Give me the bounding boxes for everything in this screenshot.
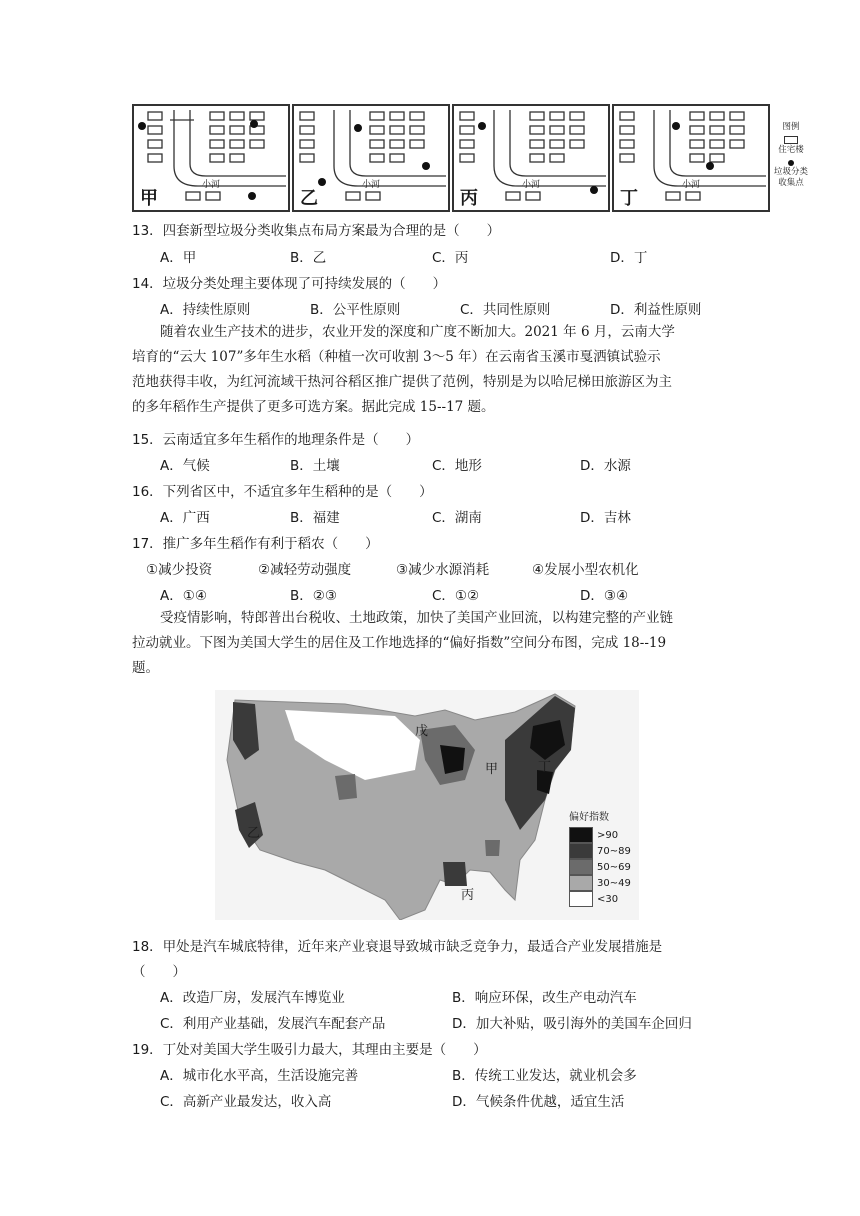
map-label-yi: 乙 [247,826,261,841]
river-label-yi: 小河 [362,180,381,190]
usa-preference-map [215,690,639,920]
map-legend-label: 30~49 [597,877,631,889]
legend-point-label: 垃圾分类收集点 [773,167,808,188]
q18-stem-tail: （ ） [132,964,186,980]
q17-opt-b[interactable]: B．②③ [290,588,337,604]
passage-rice-line: 培育的“云大 107”多年生水稻（种植一次可收割 3～5 年）在云南省玉溪市戛洒镇试验示 [132,349,661,365]
map-legend-label: 50~69 [597,861,631,873]
q17-item-1: ①减少投资 [146,562,213,578]
figure-legend [770,104,812,214]
legend-house-icon [784,136,798,144]
map-legend-swatch [569,875,593,891]
map-legend-swatch [569,843,593,859]
passage-rice-line: 的多年稻作生产提供了更多可选方案。据此完成 15--17 题。 [132,399,495,415]
passage-usa-line: 题。 [132,660,159,676]
q16-opt-b[interactable]: B．福建 [290,510,340,526]
q17-item-2: ②减轻劳动强度 [258,562,352,578]
map-legend-rows [569,827,639,907]
q13-opt-b[interactable]: B．乙 [290,250,327,266]
q14-opt-a[interactable]: A．持续性原则 [160,302,251,318]
passage-rice-line: 范地获得丰收，为红河流域干热河谷稻区推广提供了范例，特别是为以哈尼梯田旅游区为主 [132,374,672,390]
map-legend-title: 偏好指数 [569,812,609,823]
map-legend [569,808,639,907]
q18-opt-d[interactable]: D．加大补贴，吸引海外的美国车企回归 [452,1016,692,1032]
q15-opt-a[interactable]: A．气候 [160,458,210,474]
q17-opt-c[interactable]: C．①② [432,588,480,604]
map-label-ding: 丁 [538,760,552,775]
layout-figure [132,104,812,214]
q18-opt-b[interactable]: B．响应环保，改生产电动汽车 [452,990,637,1006]
map-legend-swatch [569,891,593,907]
map-legend-label: <30 [597,893,619,905]
q17-opt-a[interactable]: A．①④ [160,588,207,604]
q17-item-4: ④发展小型农机化 [532,562,639,578]
q19-stem: 19．丁处对美国大学生吸引力最大，其理由主要是（ ） [132,1042,487,1058]
q13-opt-a[interactable]: A．甲 [160,250,197,266]
passage-usa-line: 受疫情影响，特郎普出台税收、土地政策，加快了美国产业回流，以构建完整的产业链 [160,610,673,626]
map-legend-swatch [569,827,593,843]
map-legend-row [569,859,639,875]
q15-opt-b[interactable]: B．土壤 [290,458,340,474]
q14-opt-d[interactable]: D．利益性原则 [610,302,702,318]
q18-opt-c[interactable]: C．利用产业基础，发展汽车配套产品 [160,1016,386,1032]
river-label-jia: 小河 [202,180,221,190]
q16-opt-d[interactable]: D．吉林 [580,510,631,526]
q18-stem: 18．甲处是汽车城底特律，近年来产业衰退导致城市缺乏竞争力，最适合产业发展措施是 [132,939,663,955]
q14-opt-b[interactable]: B．公平性原则 [310,302,401,318]
river-label-ding: 小河 [682,180,701,190]
q19-opt-d[interactable]: D．气候条件优越，适宜生活 [452,1094,625,1110]
q19-opt-a[interactable]: A．城市化水平高，生活设施完善 [160,1068,359,1084]
q17-opt-d[interactable]: D．③④ [580,588,629,604]
q17-stem: 17．推广多年生稻作有利于稻农（ ） [132,536,379,552]
map-label-wu: 戊 [415,724,429,739]
legend-house-label: 住宅楼 [778,145,804,155]
panel-label-jia: 甲 [140,188,158,209]
q18-opt-a[interactable]: A．改造厂房，发展汽车博览业 [160,990,345,1006]
q19-opt-b[interactable]: B．传统工业发达，就业机会多 [452,1068,637,1084]
panel-label-yi: 乙 [300,188,318,209]
map-label-jia: 甲 [485,762,499,777]
q14-stem: 14．垃圾分类处理主要体现了可持续发展的（ ） [132,276,447,292]
q16-opt-c[interactable]: C．湖南 [432,510,482,526]
passage-usa-line: 拉动就业。下图为美国大学生的居住及工作地选择的“偏好指数”空间分布图，完成 18--19 [132,635,667,651]
q13-opt-d[interactable]: D．丁 [610,250,648,266]
q15-opt-c[interactable]: C．地形 [432,458,482,474]
q19-opt-c[interactable]: C．高新产业最发达，收入高 [160,1094,332,1110]
q14-opt-c[interactable]: C．共同性原则 [460,302,551,318]
map-legend-row [569,891,639,907]
map-legend-row [569,875,639,891]
map-legend-label: 70~89 [597,845,631,857]
panel-label-bing: 丙 [460,188,478,209]
map-legend-row [569,843,639,859]
q16-opt-a[interactable]: A．广西 [160,510,210,526]
map-legend-row [569,827,639,843]
legend-title: 图例 [782,122,800,132]
map-legend-label: >90 [597,829,619,841]
map-label-bing: 丙 [461,888,475,903]
q15-opt-d[interactable]: D．水源 [580,458,631,474]
q13-stem: 13．四套新型垃圾分类收集点布局方案最为合理的是（ ） [132,223,501,239]
q17-item-3: ③减少水源消耗 [396,562,490,578]
q15-stem: 15．云南适宜多年生稻作的地理条件是（ ） [132,432,420,448]
passage-rice [132,320,732,420]
panel-label-ding: 丁 [620,188,638,209]
q13-opt-c[interactable]: C．丙 [432,250,469,266]
river-label-bing: 小河 [522,180,541,190]
legend-point-icon [788,160,794,166]
map-legend-swatch [569,859,593,875]
q16-stem: 16．下列省区中，不适宜多年生稻种的是（ ） [132,484,433,500]
passage-rice-line: 随着农业生产技术的进步，农业开发的深度和广度不断加大。2021 年 6 月，云南大学 [160,324,675,340]
passage-usa [132,606,732,681]
